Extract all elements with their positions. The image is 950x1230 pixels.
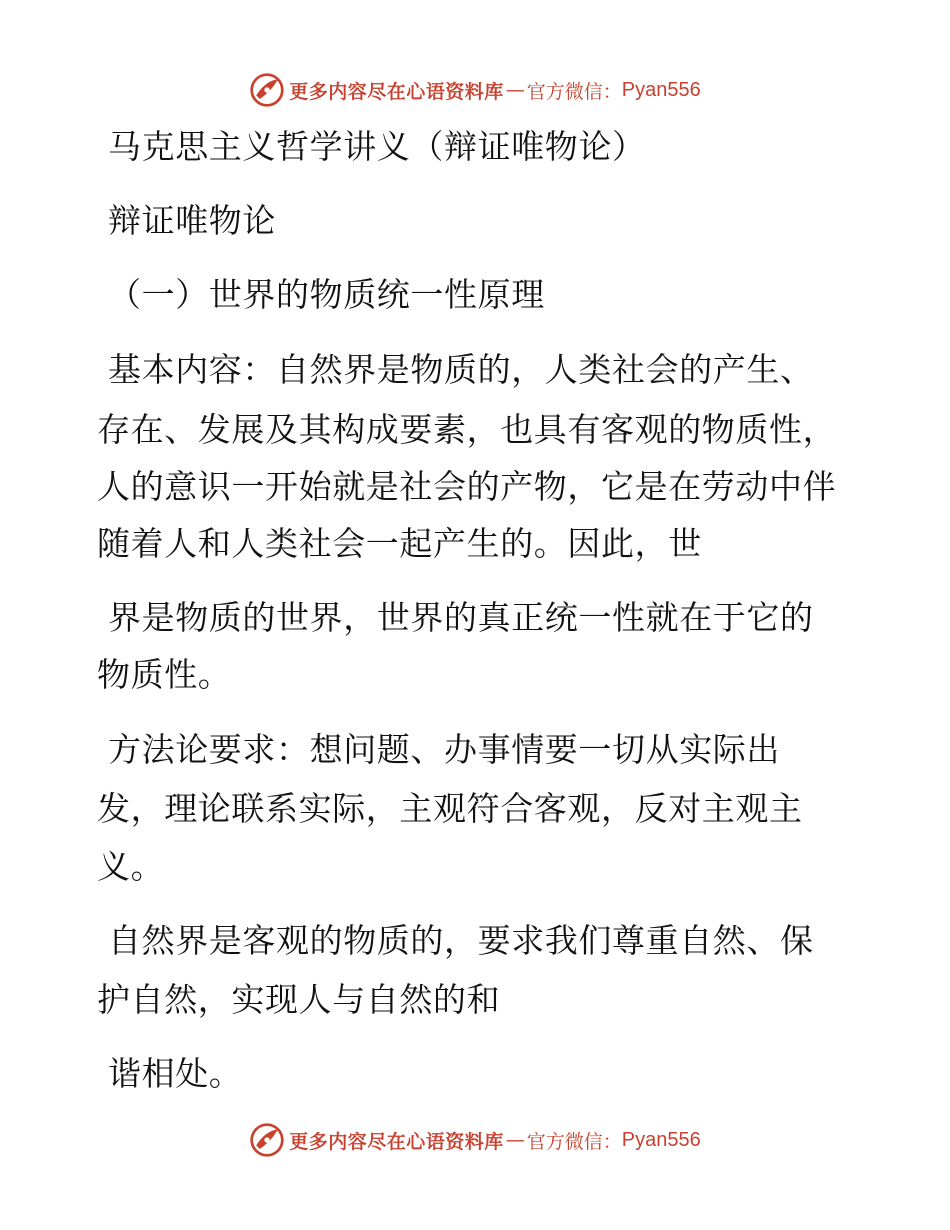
- paragraph-line: 谐相处。: [108, 1054, 243, 1093]
- paragraph-line: 护自然，实现人与自然的和: [97, 980, 501, 1019]
- paragraph-line: 义。: [97, 847, 165, 886]
- paragraph-line: 基本内容：自然界是物质的，人类社会的产生、: [108, 350, 814, 389]
- pen-nib-logo-icon: [249, 1122, 285, 1158]
- paragraph-line: 存在、发展及其构成要素，也具有客观的物质性，: [97, 410, 837, 449]
- footer-watermark-banner: [0, 1120, 950, 1160]
- banner-wechat-label: 官方微信：: [526, 80, 622, 103]
- paragraph-line: 物质性。: [97, 655, 232, 694]
- banner-text: 更多内容尽在心语资料库: [289, 1130, 504, 1153]
- banner-text: 更多内容尽在心语资料库: [289, 80, 504, 103]
- section-heading: 辩证唯物论: [108, 201, 276, 240]
- paragraph-line: 发，理论联系实际，主观符合客观，反对主观主: [97, 789, 803, 828]
- document-title: 马克思主义哲学讲义（辩证唯物论）: [108, 127, 646, 166]
- paragraph-line: 自然界是客观的物质的，要求我们尊重自然、保: [108, 921, 814, 960]
- pen-nib-logo-icon: [249, 72, 285, 108]
- header-watermark-banner: [0, 70, 950, 110]
- banner-dash: —: [505, 1129, 525, 1151]
- subsection-heading: （一）世界的物质统一性原理: [108, 275, 545, 314]
- banner-dash: —: [505, 79, 525, 101]
- paragraph-line: 方法论要求：想问题、办事情要一切从实际出: [108, 730, 780, 769]
- paragraph-line: 随着人和人类社会一起产生的。因此，世: [97, 524, 702, 563]
- banner-wechat-id: Pyan556: [621, 1128, 701, 1151]
- banner-wechat-label: 官方微信：: [526, 1130, 622, 1153]
- paragraph-line: 人的意识一开始就是社会的产物，它是在劳动中伴: [97, 467, 837, 506]
- banner-wechat-id: Pyan556: [621, 78, 701, 101]
- paragraph-line: 界是物质的世界，世界的真正统一性就在于它的: [108, 598, 814, 637]
